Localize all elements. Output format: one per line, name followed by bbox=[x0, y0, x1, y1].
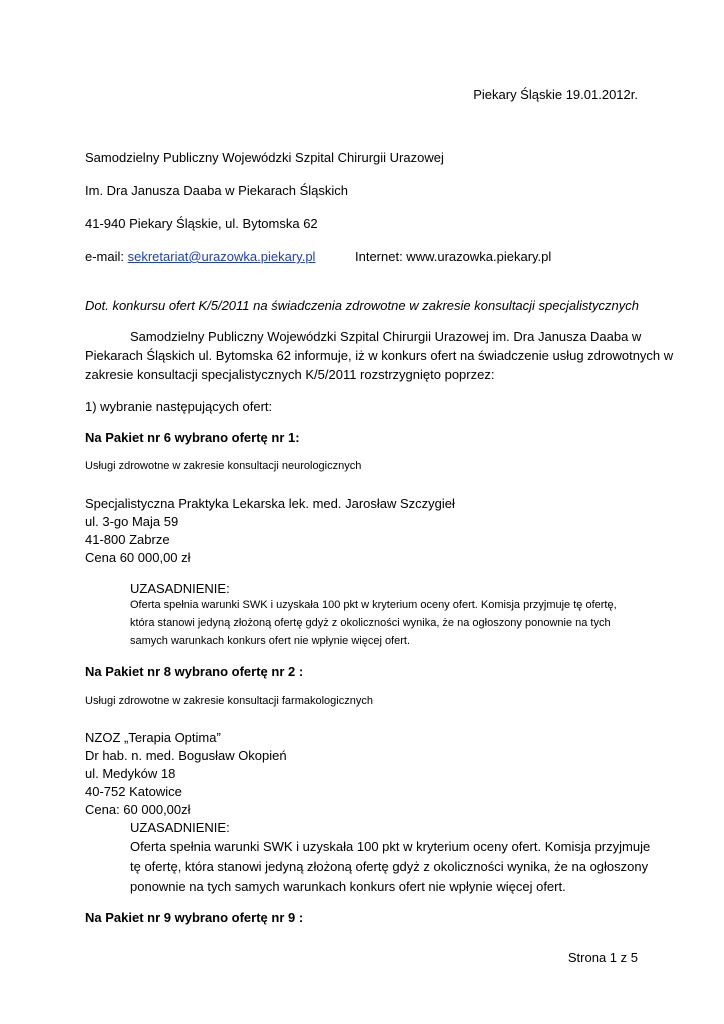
intro-line-3: zakresie konsultacji specjalistycznych K/5/2011 rozstrzygnięto poprzez: bbox=[85, 367, 495, 382]
pakiet8-provider-doctor: Dr hab. n. med. Bogusław Okopień bbox=[85, 748, 287, 763]
pakiet8-service: Usługi zdrowotne w zakresie konsultacji farmakologicznych bbox=[85, 695, 373, 707]
pakiet8-heading: Na Pakiet nr 8 wybrano ofertę nr 2 : bbox=[85, 664, 304, 679]
pakiet8-provider-name: NZOZ „Terapia Optima” bbox=[85, 730, 221, 745]
header-institution-name: Samodzielny Publiczny Wojewódzki Szpital Chirurgii Urazowej bbox=[85, 150, 444, 165]
pakiet8-provider-city: 40-752 Katowice bbox=[85, 784, 182, 799]
email-link[interactable]: sekretariat@urazowka.piekary.pl bbox=[127, 249, 316, 264]
pakiet6-justification-line-1: Oferta spełnia warunki SWK i uzyskała 100 pkt w kryterium oceny ofert. Komisja przyjmuje tę ofertę, bbox=[130, 599, 617, 611]
intro-line-1: Samodzielny Publiczny Wojewódzki Szpital Chirurgii Urazowej im. Dra Janusza Daaba w bbox=[130, 329, 642, 344]
pakiet6-service: Usługi zdrowotne w zakresie konsultacji neurologicznych bbox=[85, 460, 362, 472]
pakiet6-provider-name: Specjalistyczna Praktyka Lekarska lek. med. Jarosław Szczygieł bbox=[85, 496, 455, 511]
pakiet8-price: Cena: 60 000,00zł bbox=[85, 802, 191, 817]
pakiet8-justification-line-3: ponownie na tych samych warunkach konkurs ofert nie wpłynie więcej ofert. bbox=[130, 879, 566, 894]
pakiet6-provider-city: 41-800 Zabrze bbox=[85, 532, 170, 547]
intro-line-2: Piekarach Śląskich ul. Bytomska 62 informuje, iż w konkurs ofert na świadczenie usług zdrowotnych w bbox=[85, 348, 674, 363]
pakiet6-justification-line-3: samych warunkach konkurs ofert nie wpłynie więcej ofert. bbox=[130, 635, 411, 647]
internet-address: Internet: www.urazowka.piekary.pl bbox=[355, 249, 552, 264]
pakiet6-heading: Na Pakiet nr 6 wybrano ofertę nr 1: bbox=[85, 430, 300, 445]
pakiet8-provider-street: ul. Medyków 18 bbox=[85, 766, 176, 781]
date-line: Piekary Śląskie 19.01.2012r. bbox=[473, 87, 638, 102]
pakiet9-heading: Na Pakiet nr 9 wybrano ofertę nr 9 : bbox=[85, 910, 304, 925]
pakiet6-price: Cena 60 000,00 zł bbox=[85, 550, 191, 565]
email-label: e-mail: bbox=[85, 249, 128, 264]
pakiet8-justification-line-1: Oferta spełnia warunki SWK i uzyskała 100 pkt w kryterium oceny ofert. Komisja przyjmuje bbox=[130, 839, 651, 854]
header-institution-patron: Im. Dra Janusza Daaba w Piekarach Śląskich bbox=[85, 183, 349, 198]
pakiet6-provider-street: ul. 3-go Maja 59 bbox=[85, 514, 179, 529]
pakiet8-justification-label: UZASADNIENIE: bbox=[130, 820, 230, 835]
subject-line: Dot. konkursu ofert K/5/2011 na świadczenia zdrowotne w zakresie konsultacji specjalistycznych bbox=[85, 298, 639, 313]
pakiet6-justification-label: UZASADNIENIE: bbox=[130, 581, 230, 596]
header-address: 41-940 Piekary Śląskie, ul. Bytomska 62 bbox=[85, 216, 318, 231]
pakiet6-justification-line-2: która stanowi jedyną złożoną ofertę gdyż z okoliczności wynika, że na ogłoszony ponownie na tych bbox=[130, 617, 611, 629]
pakiet8-justification-line-2: tę ofertę, która stanowi jedyną złożoną ofertę gdyż z okoliczności wynika, że na ogłoszony bbox=[130, 859, 649, 874]
point-1: 1) wybranie następujących ofert: bbox=[85, 399, 273, 414]
page-number: Strona 1 z 5 bbox=[567, 950, 638, 965]
header-contact bbox=[85, 249, 315, 264]
